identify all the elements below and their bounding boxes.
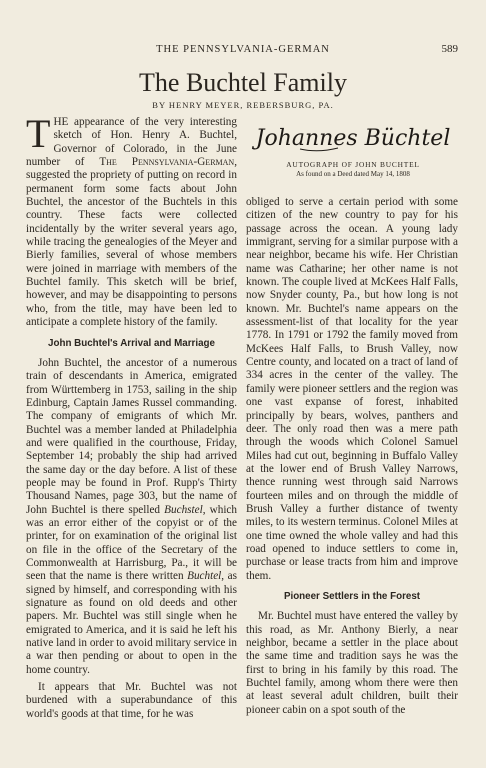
arrival-text-c: , as signed by himself, and corresponding with his signature as found on old deeds and other papers. Mr. Buchtel was still single when he emigrated to America, and it is said he left his native land in order to avoid military service in a war then pending or about to open in the home country. (26, 570, 237, 676)
journal-name: The Pennsylvania-German (99, 156, 235, 169)
italic-buchstel: Buchstel (164, 503, 203, 516)
arrival-text-b: , which was an error either of the copyist or of the printer, for on examination of the original list on file in the office of the Secretary of the Commonwealth at Harrisburg, Pa., it will be seen that the name is there written (26, 503, 237, 583)
autograph-signature-image (255, 116, 451, 156)
autograph-figure (248, 112, 458, 178)
circumstances-paragraph-start: It appears that Mr. Buchtel was not burdened with a superabundance of this world's goods at that time, for he was (26, 681, 237, 720)
article-title: The Buchtel Family (139, 68, 347, 97)
left-column (26, 111, 237, 725)
arrival-paragraph (26, 357, 237, 677)
arrival-text-a: John Buchtel, the ancestor of a numerous train of descendants in America, emigrated from Württemberg in 1753, sailing in the ship Edinburg, Captain James Russel commanding. The company of emigrants of which Mr. Buchtel was a member landed at Philadelphia and were qualified in the courthouse, Friday, September 14; probably the ship had arrived the same day or the day before. A list of these people may be found in Prof. Rupp's Thirty Thousand Names, page 303, but the name of John Buchtel is there spelled (26, 356, 237, 516)
running-head: THE PENNSYLVANIA-GERMAN (156, 44, 330, 55)
signature-lettering: Johannes Büchtel (255, 126, 451, 151)
intro-text-b: , suggested the propriety of putting on record in permanent form some facts about John Buchtel, the ancestor of the Buchtels in this country. These facts were collected incidentally by the writer several years ago, while tracing the genealogies of the Meyer and Bierly families, several of whose members were joined in marriage with members of the Buchtel family. This sketch will be brief, however, and may be disappointing to persons who, from the title, may have been led to anticipate a complete history of the family. (26, 156, 237, 329)
article-byline: BY HENRY MEYER, REBERSBURG, PA. (152, 100, 334, 110)
italic-buchtel: Buchtel (187, 570, 222, 583)
circumstances-paragraph-continued: obliged to serve a certain period with some citizen of the new country to pay for his passage across the ocean. A young lady immigrant, serving for a similar purpose with a near neighbor, became his wife. Her Christian name was Catharine; her other name is not known. The couple lived at McKees Half Falls, now Snyder county, Pa., but how long is not known. Mr. Buchtel's name appears on the assessment-list of that locality for the year 1778. In 1791 or 1792 the family moved from McKees Half Falls, to Brush Valley, now Centre county, and located on a tract of land of 334 acres in the center of the valley. The family were pioneer settlers and the region was one vast expanse of forest, inhabited principally by bears, wolves, panthers and deer. The only road then was a mere path through the woods which Colonel Samuel Miles had cut out, beginning in Buffalo Valley at the lower end of Brush Valley Narrows, thence running west through said Narrows fourteen miles and on through the middle of Brush Valley a further distance of twenty miles, to its western terminus. Colonel Miles at one time owned the whole valley and had this road opened to induce settlers to come in, purchase or lease tracts from him and improve them. (246, 196, 458, 582)
pioneer-paragraph: Mr. Buchtel must have entered the valley by this road, as Mr. Anthony Bierly, a near neighbor, became a settler in the place about the same time and tradition says he was the first to bring in his family by this road. The Buchtel family, among whom there were then at least several adult children, built their pioneer cabin on a spot south of the (246, 610, 458, 716)
intro-cap-rest: HE (53, 116, 69, 128)
right-column (246, 196, 458, 721)
figure-caption: AUTOGRAPH OF JOHN BUCHTEL (286, 160, 420, 169)
section-heading-arrival: John Buchtel's Arrival and Marriage (48, 337, 215, 349)
intro-paragraph (26, 111, 237, 330)
figure-subcaption: As found on a Deed dated May 14, 1808 (296, 170, 410, 178)
drop-cap: T (26, 111, 51, 156)
page-number: 589 (441, 43, 458, 55)
section-heading-pioneer: Pioneer Settlers in the Forest (283, 590, 421, 602)
intro-text-a: appearance of the very interesting sketch of Hon. Henry A. Buchtel, Governor of Colorado, in the June number of (26, 116, 237, 169)
